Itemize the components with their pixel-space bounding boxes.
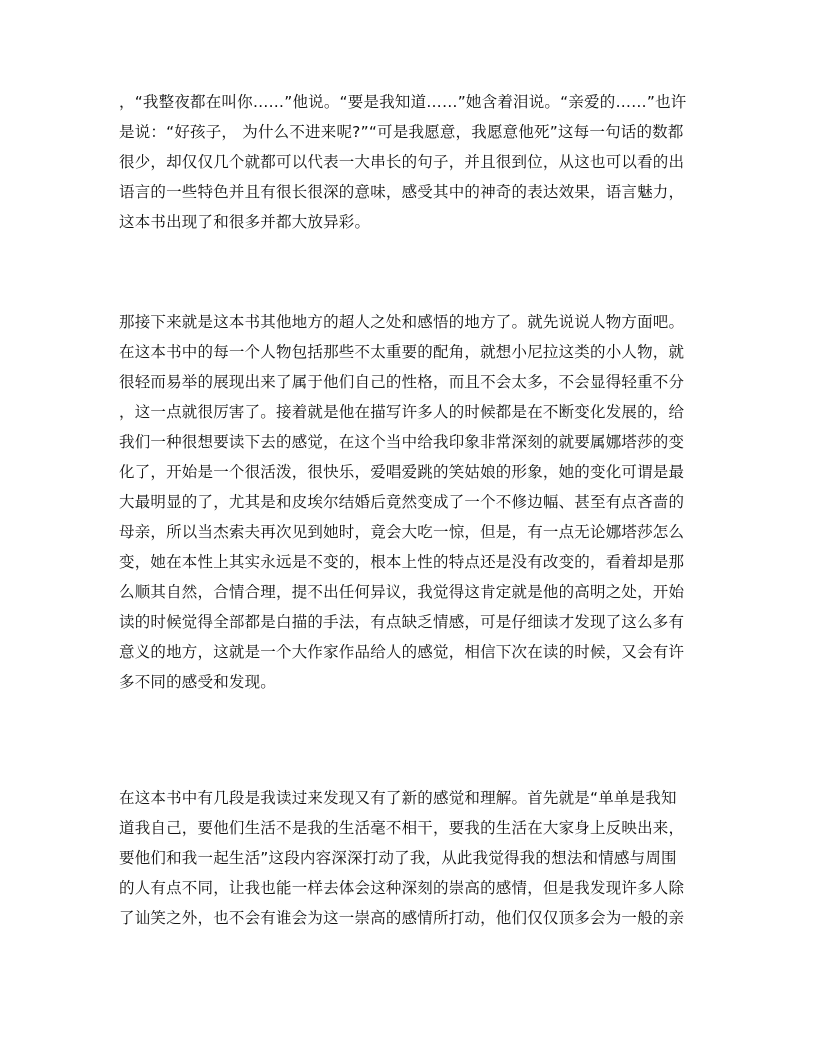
- text-line: 化了，开始是一个很活泼，很快乐，爱唱爱跳的笑姑娘的形象，她的变化可谓是最: [119, 463, 685, 481]
- text-line: 很少，却仅仅几个就都可以代表一大串长的句子，并且很到位，从这也可以看的出: [119, 153, 685, 171]
- text-line: 了讪笑之外，也不会有谁会为这一崇高的感情所打动，他们仅仅顶多会为一般的亲: [119, 909, 685, 927]
- text-line: 多不同的感受和发现。: [119, 673, 277, 691]
- text-line: 很轻而易举的展现出来了属于他们自己的性格，而且不会太多，不会显得轻重不分: [119, 373, 685, 391]
- text-line: 语言的一些特色并且有很长很深的意味，感受其中的神奇的表达效果，语言魅力，: [119, 183, 685, 201]
- paragraph-3: [119, 783, 699, 933]
- text-line: 变，她在本性上其实永远是不变的，根本上性的特点还是没有改变的，看着却是那: [119, 553, 685, 571]
- text-line: 道我自己，要他们生活不是我的生活毫不相干，要我的生活在大家身上反映出来，: [119, 819, 685, 837]
- paragraph-1: [119, 87, 699, 237]
- text-line: 大最明显的了，尤其是和皮埃尔结婚后竟然变成了一个不修边幅、甚至有点吝啬的: [119, 493, 685, 511]
- paragraph-2: [119, 307, 699, 697]
- text-line: 的人有点不同，让我也能一样去体会这种深刻的崇高的感情，但是我发现许多人除: [119, 879, 685, 897]
- text-line: 要他们和我一起生活”这段内容深深打动了我，从此我觉得我的想法和情感与周围: [119, 849, 677, 867]
- text-line: 么顺其自然，合情合理，提不出任何异议，我觉得这肯定就是他的高明之处，开始: [119, 583, 685, 601]
- text-line: 在这本书中的每一个人物包括那些不太重要的配角，就想小尼拉这类的小人物，就: [119, 343, 685, 361]
- text-line: 那接下来就是这本书其他地方的超人之处和感悟的地方了。就先说说人物方面吧。: [119, 313, 685, 331]
- text-line: 是说：“好孩子， 为什么不进来呢?”“可是我愿意，我愿意他死”这每一句话的数都: [119, 123, 684, 141]
- text-line: 这本书出现了和很多并都大放异彩。: [119, 213, 371, 231]
- text-line: ，“我整夜都在叫你……”他说。“要是我知道……”她含着泪说。“亲爱的……”也许: [119, 93, 687, 111]
- text-line: ，这一点就很厉害了。接着就是他在描写许多人的时候都是在不断变化发展的，给: [119, 403, 685, 421]
- text-line: 母亲，所以当杰索夫再次见到她时，竟会大吃一惊，但是，有一点无论娜塔莎怎么: [119, 523, 685, 541]
- text-line: 我们一种很想要读下去的感觉，在这个当中给我印象非常深刻的就要属娜塔莎的变: [119, 433, 685, 451]
- text-line: 意义的地方，这就是一个大作家作品给人的感觉，相信下次在读的时候，又会有许: [119, 643, 685, 661]
- text-line: 读的时候觉得全部都是白描的手法，有点缺乏情感，可是仔细读才发现了这么多有: [119, 613, 685, 631]
- text-line: 在这本书中有几段是我读过来发现又有了新的感觉和理解。首先就是“单单是我知: [119, 789, 677, 807]
